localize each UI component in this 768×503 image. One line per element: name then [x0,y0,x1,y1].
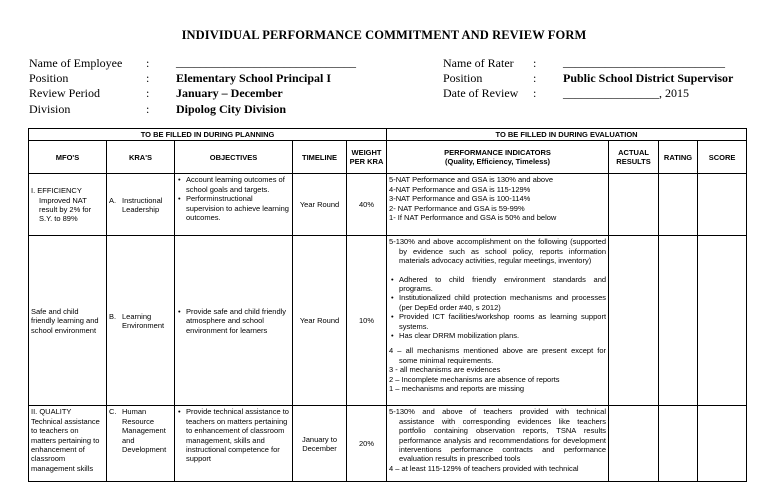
employee-name-field[interactable]: ______________________________ [176,55,356,69]
division-colon: : [146,102,150,116]
kra-text: Learning Environment [122,311,165,330]
mfo-text: Technical assistance to teachers on matters pertaining to enhancement of classroom management skills [31,416,100,473]
score-cell[interactable] [698,406,747,482]
kra-cell [107,236,175,406]
table-row [29,236,747,406]
kra-cell [107,406,175,482]
review-period-label: Review Period [29,86,100,100]
indicators-header-title: PERFORMANCE INDICATORS [444,148,551,157]
rating-cell[interactable] [659,174,698,236]
objectives-cell [175,174,293,236]
indicators-header-subtitle: (Quality, Efficiency, Timeless) [445,157,551,167]
ipcrf-table [28,128,747,482]
table-row [29,174,747,236]
timeline-cell: Year Round [293,236,347,406]
mfo-title: I. EFFICIENCY [31,186,82,196]
score-cell[interactable] [698,236,747,406]
employee-position-value: Elementary School Principal I [176,71,331,85]
timeline-cell: Year Round [293,174,347,236]
division-label: Division [29,102,71,116]
objectives-cell [175,406,293,482]
objective-item: • Account learning outcomes of school goals and targets. [186,175,290,194]
kra-letter: C. [109,407,117,417]
actual-results-column-header: ACTUAL RESULTS [609,141,659,174]
indicator-bullet: • Adhered to child friendly environment standards and programs. [399,275,606,294]
review-date-field[interactable]: ________________, 2015 [563,86,689,100]
weight-column-header: WEIGHT PER KRA [347,141,387,174]
indicator-level: 1 – mechanisms and reports are missing [389,384,525,394]
review-date-label: Date of Review [443,86,519,100]
review-date-colon: : [533,86,537,100]
employee-position-colon: : [146,71,150,85]
indicator-level: 2 – Incomplete mechanisms are absence of reports [389,374,560,384]
actual-results-cell[interactable] [609,406,659,482]
indicator-level: 4 – all mechanisms mentioned above are present except for some minimal requirements. [389,346,607,365]
employee-position-label: Position [29,71,69,85]
objective-item: • Performinstructional supervision to achieve learning outcomes. [186,194,290,222]
indicators-cell [387,406,609,482]
rating-cell[interactable] [659,406,698,482]
actual-results-cell[interactable] [609,174,659,236]
employee-name-colon: : [146,56,150,70]
indicator-level: 3 - all mechanisms are evidences [389,365,501,375]
indicator-bullet: • Has clear DRRM mobilization plans. [399,331,606,340]
indicator-bullet: • Institutionalized child protection mechanisms and processes (per DepEd order #40, s 2012) [399,293,606,312]
indicators-column-header [387,141,609,174]
rater-name-label: Name of Rater [443,56,514,70]
kra-text: Human Resource Management and Development [122,407,167,455]
rater-position-label: Position [443,71,483,85]
timeline-cell: January to December [293,406,347,482]
indicator-line: 5-NAT Performance and GSA is 130% and above [389,175,554,185]
table-row [29,406,747,482]
kra-letter: B. [109,311,117,321]
rater-position-colon: : [533,71,537,85]
mfo-text: Improved NAT result by 2% for S.Y. to 89% [39,195,92,224]
objective-item: • Provide safe and child friendly atmosphere and school environment for learners [186,307,290,335]
mfo-cell [29,236,107,406]
employee-name-label: Name of Employee [29,56,123,70]
indicators-cell [387,236,609,406]
rater-name-field[interactable]: ___________________________ [563,55,725,69]
mfo-cell [29,174,107,236]
indicator-line: 4-NAT Performance and GSA is 115-129% [389,184,531,194]
score-column-header: SCORE [698,141,747,174]
indicator-intro: 5-130% and above accomplishment on the following (supported by evidence such as school policy, reports information materials advocacy activities, regular meetings, inventory) [389,237,607,266]
weight-cell: 10% [347,236,387,406]
mfo-title: II. QUALITY [31,407,72,417]
indicator-line: 2- NAT Performance and GSA is 59-99% [389,203,525,213]
objective-item: • Provide technical assistance to teachers on matters pertaining to enhancement of classroom management, skills and instructional competence for support [186,407,290,463]
planning-section-header: TO BE FILLED IN DURING PLANNING [29,129,387,141]
form-title: INDIVIDUAL PERFORMANCE COMMITMENT AND REVIEW FORM [181,28,587,42]
mfo-cell [29,406,107,482]
objectives-cell [175,236,293,406]
kra-letter: A. [109,195,117,205]
indicators-cell [387,174,609,236]
indicator-level: 5-130% and above of teachers provided with technical assistance with corresponding evidences like teachers portfolio containing observation reports, TSNA results performance analysis and recommendations for development interventions performance contracts and performance evaluation results in prescribed tools [389,407,607,464]
indicator-line: 1- If NAT Performance and GSA is 50% and below [389,213,557,223]
actual-results-cell[interactable] [609,236,659,406]
rating-column-header: RATING [659,141,698,174]
kra-cell [107,174,175,236]
rating-cell[interactable] [659,236,698,406]
mfo-text: Safe and child friendly learning and school environment [31,306,99,335]
indicator-line: 3-NAT Performance and GSA is 100-114% [389,194,531,204]
objectives-column-header: OBJECTIVES [175,141,293,174]
mfo-column-header: MFO'S [29,141,107,174]
weight-cell: 40% [347,174,387,236]
kra-text: Instructional Leadership [122,195,163,214]
indicator-bullet: • Provided ICT facilities/workshop rooms as learning support systems. [399,312,606,331]
rater-name-colon: : [533,56,537,70]
score-cell[interactable] [698,174,747,236]
evaluation-section-header: TO BE FILLED IN DURING EVALUATION [387,129,747,141]
review-period-colon: : [146,86,150,100]
weight-cell: 20% [347,406,387,482]
review-period-value: January – December [176,86,283,100]
rater-position-value: Public School District Supervisor [563,71,734,85]
division-value: Dipolog City Division [176,102,287,116]
timeline-column-header: TIMELINE [293,141,347,174]
indicator-level: 4 – at least 115-129% of teachers provided with technical [389,463,579,473]
kra-column-header: KRA'S [107,141,175,174]
